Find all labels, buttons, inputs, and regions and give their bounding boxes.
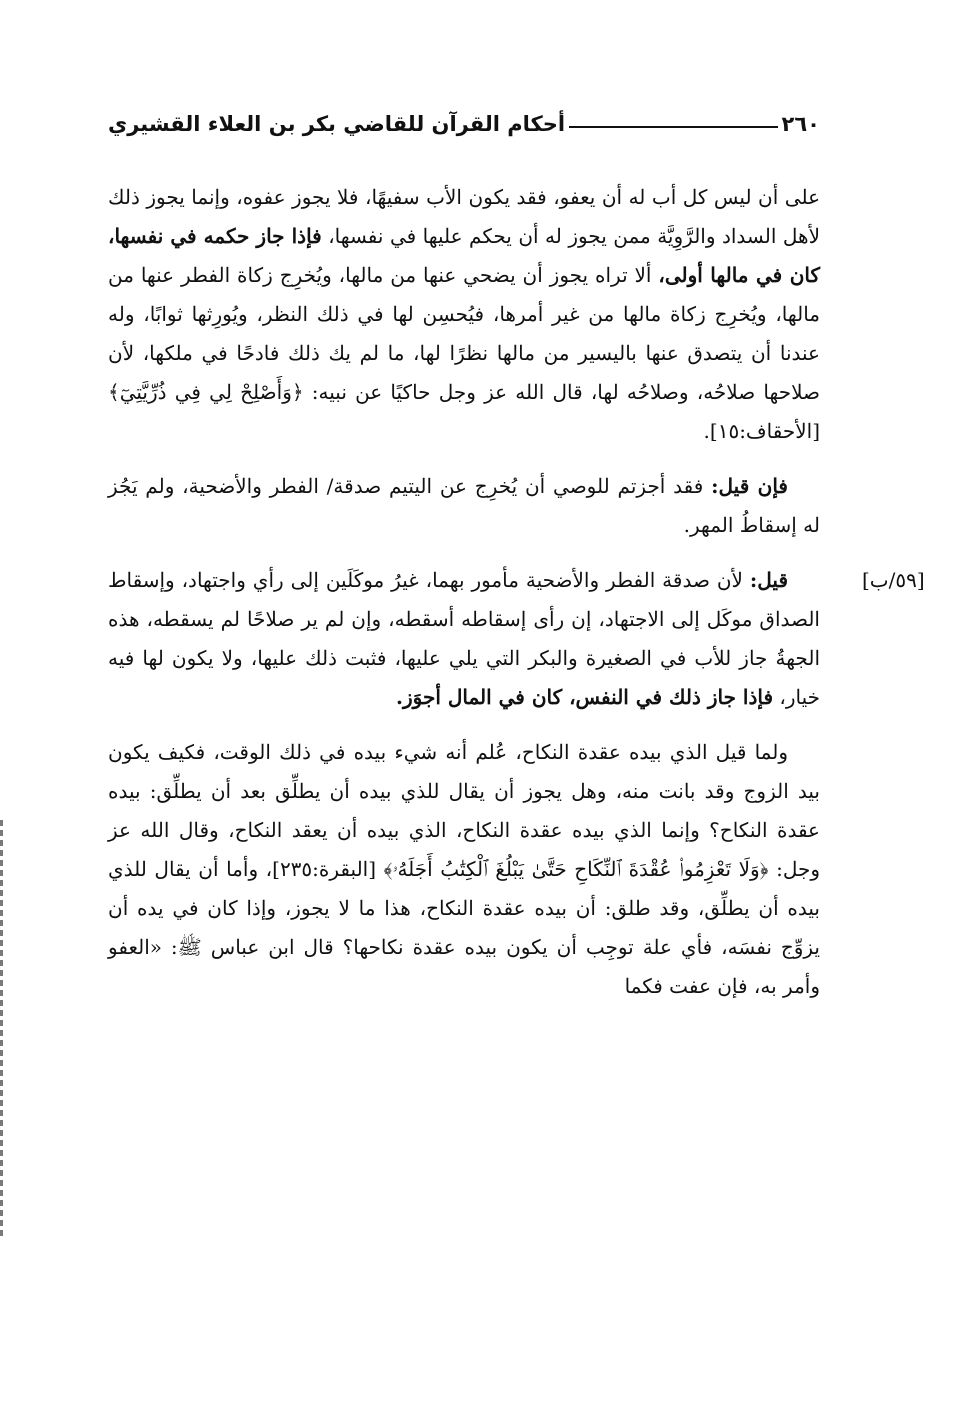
- paragraph-4: [108, 733, 820, 1006]
- page-number: ٢٦٠: [781, 112, 820, 136]
- paragraph-2-text: فقد أجزتم للوصي أن يُخرِج عن اليتيم صدقة/ الفطر والأضحية، ولم يَجُز له إسقاطُ المهر.: [108, 474, 820, 537]
- page-body: [108, 178, 820, 1006]
- paragraph-1: [108, 178, 820, 451]
- paragraph-3: [108, 561, 820, 717]
- paragraph-1-text-a: على أن ليس كل أب له أن يعفو، فقد يكون الأب سفيهًا، فلا يجوز عفوه، وإنما يجوز ذلك لأهل السداد والرَّوِيَّة ممن يجوز له أن يحكم عليها في نفسها،: [108, 185, 820, 248]
- reply-label: قيل:: [749, 568, 788, 592]
- paragraph-3-bold: فإذا جاز ذلك في النفس، كان في المال أجوَز.: [396, 685, 774, 709]
- paragraph-2: [108, 467, 820, 545]
- objection-label: فإن قيل:: [711, 474, 788, 498]
- manuscript-folio-marker: [٥٩/ب]: [862, 568, 925, 592]
- paragraph-4-text: ولما قيل الذي بيده عقدة النكاح، عُلم أنه شيء بيده في ذلك الوقت، فكيف يكون بيد الزوج وقد بانت منه، وهل يجوز أن يقال للذي بيده أن يطلِّق بعد أن يطلِّق: بيده عقدة النكاح؟ وإنما الذي بيده عقدة النكاح، الذي بيده أن يعقد النكاح، وقال الله عز وجل: ﴿وَلَا تَعْزِمُوا۟ عُقْدَةَ ٱلنِّكَاحِ حَتَّىٰ يَبْلُغَ ٱلْكِتَٰبُ أَجَلَهُۥ﴾ [البقرة:٢٣٥]، وأما أن يقال للذي بيده أن يطلِّق، وقد طلق: أن بيده عقدة النكاح، هذا ما لا يجوز، وإذا كان في يده أن يزوِّج نفسَه، فأي علة توجِب أن يكون بيده عقدة نكاحها؟ قال ابن عباس ﷺ: «العفو وأمر به، فإن عفت فكما: [108, 740, 820, 998]
- paragraph-1-text-b: ألا تراه يجوز أن يضحي عنها من مالها، ويُخرِج زكاة الفطر عنها من مالها، ويُخرِج زكاة مالها من غير أمرها، فيُحسِن لها في ذلك النظر، ويُورِثها ثوابًا، وله عندنا أن يتصدق عنها باليسير من مالها نظرًا لها، ما لم يك ذلك فادحًا في ملكها، لأن صلاحها صلاحُه، وصلاحُه لها، قال الله عز وجل حاكيًا عن نبيه: ﴿وَأَصْلِحْ لِي فِي ذُرِّيَّتِيٓ﴾ [الأحقاف:١٥].: [108, 263, 821, 443]
- header-rule: [569, 126, 777, 128]
- running-head: [108, 112, 820, 136]
- paragraph-3-text: لأن صدقة الفطر والأضحية مأمور بهما، غيرُ موكَلَين إلى رأي واجتهاد، وإسقاط الصداق موكَل إلى الاجتهاد، إن رأى إسقاطه أسقطه، وإن لم ير صلاحًا لم يسقطه، هذه الجهةُ جاز للأب في الصغيرة والبكر التي يلي عليها، فثبت ذلك عليها، ولا يكون لها فيه خيار،: [108, 568, 820, 709]
- page-edge-shadow: [0, 820, 3, 1240]
- book-title: أحكام القرآن للقاضي بكر بن العلاء القشيري: [108, 112, 566, 136]
- paragraph-1-bold: فإذا جاز حكمه في نفسها، كان في مالها أولى،: [108, 224, 821, 287]
